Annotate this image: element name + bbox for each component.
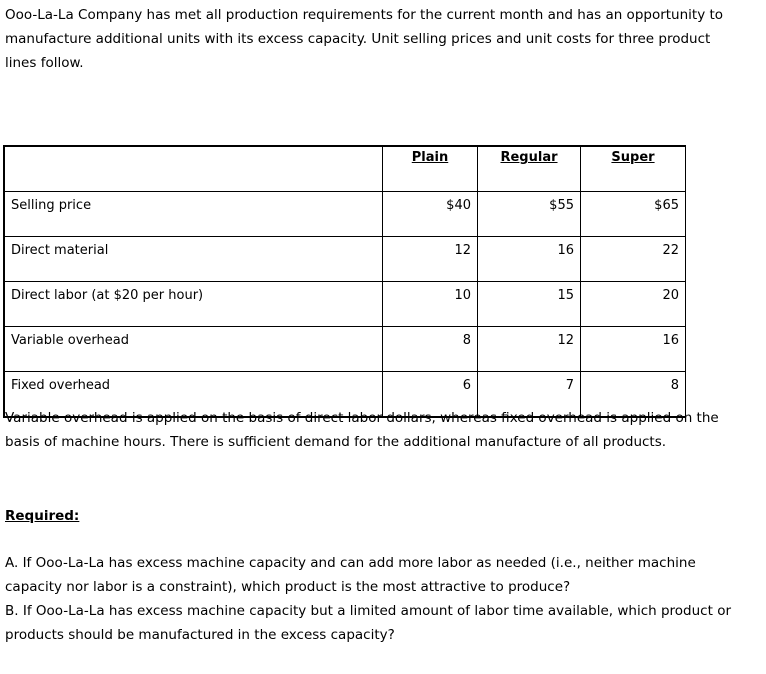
row-label-direct-material: Direct material (4, 237, 383, 282)
cell-direct-labor-plain: 10 (383, 282, 478, 327)
question-b: B. If Ooo-La-La has excess machine capacity but a limited amount of labor time available, which product or products should be manufactured in the excess capacity? (5, 603, 732, 643)
header-blank-cell (4, 146, 383, 192)
column-header-super: Super (581, 146, 686, 192)
product-cost-table (3, 145, 686, 418)
cell-direct-labor-super: 20 (581, 282, 686, 327)
table-row (4, 282, 686, 327)
required-heading: Required: (5, 508, 80, 524)
row-label-direct-labor: Direct labor (at $20 per hour) (4, 282, 383, 327)
cell-variable-overhead-regular: 12 (478, 327, 581, 372)
cell-selling-price-super: $65 (581, 192, 686, 237)
cell-fixed-overhead-regular: 7 (478, 372, 581, 418)
row-label-selling-price: Selling price (4, 192, 383, 237)
overhead-note-paragraph: Variable overhead is applied on the basis of direct labor dollars, whereas fixed overhead is applied on the basis of machine hours. There is sufficient demand for the additional manufacture of all products. (5, 410, 719, 450)
table-row (4, 192, 686, 237)
cell-direct-material-super: 22 (581, 237, 686, 282)
table-row (4, 237, 686, 282)
column-header-regular: Regular (478, 146, 581, 192)
cell-fixed-overhead-plain: 6 (383, 372, 478, 418)
table-header-row (4, 146, 686, 192)
cell-variable-overhead-super: 16 (581, 327, 686, 372)
intro-paragraph: Ooo-La-La Company has met all production requirements for the current month and has an opportunity to manufacture additional units with its excess capacity. Unit selling prices and unit costs for three product lines follow. (5, 7, 724, 71)
questions-block (5, 551, 745, 647)
cell-direct-material-regular: 16 (478, 237, 581, 282)
cell-selling-price-regular: $55 (478, 192, 581, 237)
row-label-fixed-overhead: Fixed overhead (4, 372, 383, 418)
table-row (4, 327, 686, 372)
row-label-variable-overhead: Variable overhead (4, 327, 383, 372)
cell-fixed-overhead-super: 8 (581, 372, 686, 418)
cell-selling-price-plain: $40 (383, 192, 478, 237)
cell-direct-material-plain: 12 (383, 237, 478, 282)
question-a: A. If Ooo-La-La has excess machine capacity and can add more labor as needed (i.e., neither machine capacity nor labor is a constraint), which product is the most attractive to produce? (5, 555, 696, 595)
cell-direct-labor-regular: 15 (478, 282, 581, 327)
cell-variable-overhead-plain: 8 (383, 327, 478, 372)
column-header-plain: Plain (383, 146, 478, 192)
